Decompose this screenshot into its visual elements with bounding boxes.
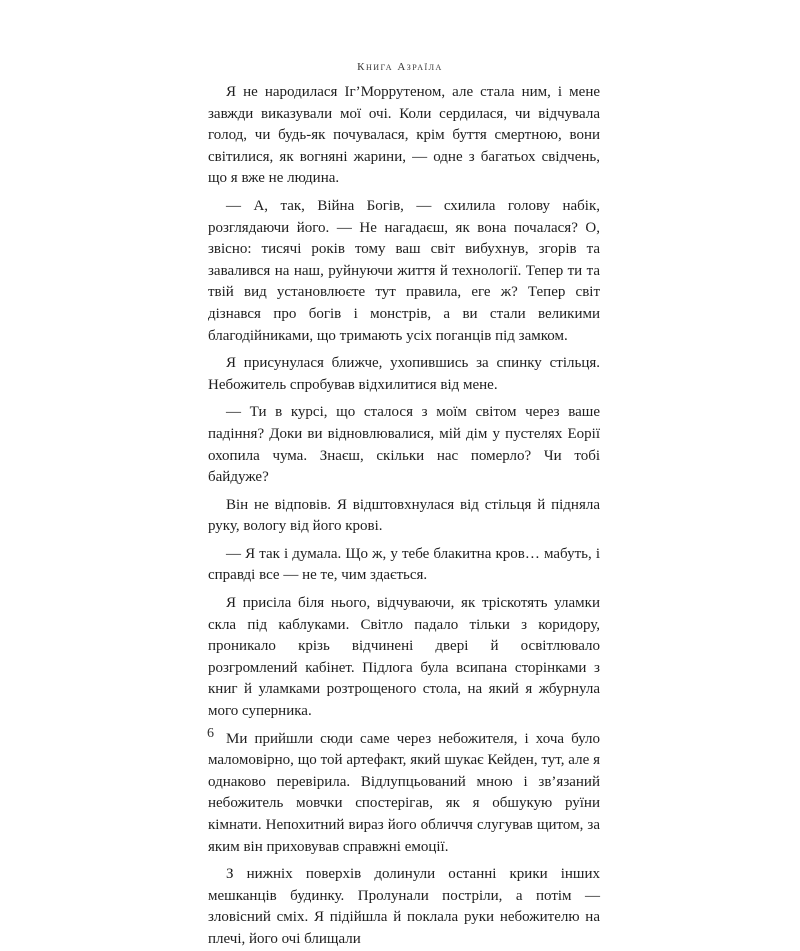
paragraph: Він не відповів. Я відштовхнулася від стільця й підняла руку, вологу від його крові. <box>208 496 600 535</box>
body-text <box>208 82 600 951</box>
paragraph: Я присунулася ближче, ухопившись за спинку стільця. Небожитель спробував відхилитися від мене. <box>208 355 600 393</box>
paragraph: З нижніх поверхів долинули останні крики інших мешканців будинку. Пролунали постріли, а потім — зловісний сміх. Я підійшла й поклала руки небожителю на плечі, його очі блищали <box>208 866 600 947</box>
paragraph: Я присіла біля нього, відчуваючи, як тріскотять уламки скла під каблуками. Світло падало тільки з коридору, проникало крізь відчинені двері й освітлювало розгромлений кабінет. Підлога була всипана сторінками з книг й уламками розтрощеного стола, на який я жбурнула мого суперника. <box>208 595 600 720</box>
running-head-title: Книга Азраїла <box>357 61 443 73</box>
paragraph: Ми прийшли сюди саме через небожителя, і хоча було маломовірно, що той артефакт, який шукає Кейден, тут, але я однаково перевірила. Відлупцьований мною і зв’язаний небожитель мовчки спостерігав, як я обшукую руїни кімнати. Непохитний вираз його обличчя слугував щитом, за яким він приховував справжні емоції. <box>208 730 600 855</box>
page-number: 6 <box>207 726 214 741</box>
paragraph: — Ти в курсі, що сталося з моїм світом через ваше падіння? Доки ви відновлювалися, мій дім у пустелях Еорії охопила чума. Знаєш, скільки нас померло? Чи тобі байдуже? <box>208 404 600 486</box>
paragraph: Я не народилася Іг’Моррутеном, але стала ним, і мене завжди виказували мої очі. Коли сердилася, чи відчувала голод, чи будь-як почувалася, крім буття смертною, вони світилися, як вогняні жарини, — одне з багатьох свідчень, що я вже не людина. <box>208 84 600 187</box>
paragraph: — Я так і думала. Що ж, у тебе блакитна кров… мабуть, і справді все — не те, чим здається. <box>208 545 600 584</box>
paragraph: — А, так, Війна Богів, — схилила голову набік, розглядаючи його. — Не нагадаєш, як вона почалася? О, звісно: тисячі років тому ваш світ вибухнув, згорів та завалився на наш, руйнуючи життя й технології. Тепер ти та твій вид установлюєте тут правила, еге ж? Тепер світ дізнався про богів і монстрів, а ви стали великими благодійниками, що тримають усіх поганців під замком. <box>208 197 600 344</box>
